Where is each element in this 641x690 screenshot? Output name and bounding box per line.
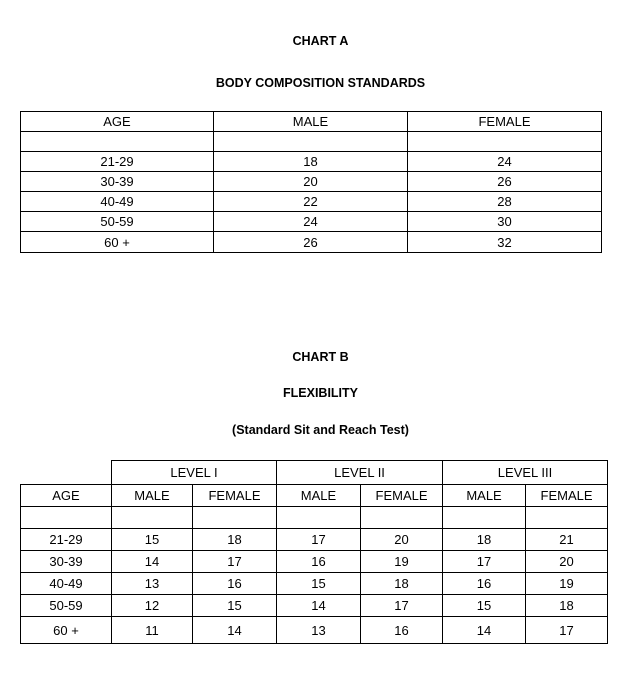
- level-header: LEVEL III: [443, 461, 608, 485]
- table-row: [21, 551, 608, 573]
- table-cell: 12: [112, 595, 193, 617]
- table-cell: 17: [193, 551, 277, 573]
- table-cell: 18: [214, 152, 408, 172]
- table-cell: 22: [214, 192, 408, 212]
- table-cell: 18: [526, 595, 608, 617]
- table-cell: 11: [112, 617, 193, 644]
- table-cell: 18: [443, 529, 526, 551]
- table-cell: [21, 132, 214, 152]
- age-cell: 60 +: [21, 617, 112, 644]
- table-cell: 32: [408, 232, 602, 253]
- table-cell: [193, 507, 277, 529]
- table-cell: 15: [277, 573, 361, 595]
- table-cell: [361, 507, 443, 529]
- empty-corner-cell: [21, 461, 112, 485]
- table-cell: 15: [112, 529, 193, 551]
- column-header: AGE: [21, 112, 214, 132]
- table-cell: 15: [443, 595, 526, 617]
- table-cell: 26: [214, 232, 408, 253]
- chart-a-label: CHART A: [292, 34, 349, 48]
- column-header: AGE: [21, 485, 112, 507]
- table-row: [21, 529, 608, 551]
- table-cell: 17: [526, 617, 608, 644]
- age-cell: 50-59: [21, 212, 214, 232]
- column-header: MALE: [214, 112, 408, 132]
- table-cell: 14: [112, 551, 193, 573]
- table-header-row: [21, 112, 602, 132]
- table-header-row: [21, 485, 608, 507]
- table-cell: 13: [277, 617, 361, 644]
- age-cell: 60 +: [21, 232, 214, 253]
- table-cell: 21: [526, 529, 608, 551]
- level-header-row: [21, 461, 608, 485]
- age-cell: 40-49: [21, 192, 214, 212]
- age-cell: 50-59: [21, 595, 112, 617]
- table-cell: [443, 507, 526, 529]
- age-cell: 30-39: [21, 172, 214, 192]
- table-row: [21, 573, 608, 595]
- table-cell: 16: [443, 573, 526, 595]
- blank-row: [21, 132, 602, 152]
- table-row: [21, 212, 602, 232]
- table-cell: [408, 132, 602, 152]
- table-cell: 28: [408, 192, 602, 212]
- age-cell: 21-29: [21, 529, 112, 551]
- chart-a-title: BODY COMPOSITION STANDARDS: [215, 76, 426, 90]
- level-header: LEVEL II: [277, 461, 443, 485]
- chart-b-label: CHART B: [292, 350, 349, 364]
- table-cell: 14: [277, 595, 361, 617]
- table-cell: 24: [408, 152, 602, 172]
- table-cell: [526, 507, 608, 529]
- table-cell: [112, 507, 193, 529]
- table-cell: 20: [214, 172, 408, 192]
- level-header: LEVEL I: [112, 461, 277, 485]
- column-header: FEMALE: [361, 485, 443, 507]
- chart-b-title: FLEXIBILITY: [283, 386, 358, 400]
- table-cell: 20: [361, 529, 443, 551]
- table-row: [21, 595, 608, 617]
- table-cell: 24: [214, 212, 408, 232]
- table-cell: [21, 507, 112, 529]
- table-row: [21, 172, 602, 192]
- table-cell: 17: [277, 529, 361, 551]
- column-header: MALE: [277, 485, 361, 507]
- column-header: MALE: [443, 485, 526, 507]
- table-cell: [214, 132, 408, 152]
- table-cell: 16: [361, 617, 443, 644]
- table-cell: 13: [112, 573, 193, 595]
- column-header: FEMALE: [193, 485, 277, 507]
- table-cell: 18: [361, 573, 443, 595]
- table-cell: 17: [361, 595, 443, 617]
- table-cell: 20: [526, 551, 608, 573]
- table-row: [21, 232, 602, 253]
- table-row: [21, 152, 602, 172]
- blank-row: [21, 507, 608, 529]
- age-cell: 30-39: [21, 551, 112, 573]
- table-cell: 19: [361, 551, 443, 573]
- table-cell: 17: [443, 551, 526, 573]
- body-composition-table: [20, 111, 602, 253]
- age-cell: 21-29: [21, 152, 214, 172]
- column-header: FEMALE: [526, 485, 608, 507]
- table-cell: 14: [193, 617, 277, 644]
- age-cell: 40-49: [21, 573, 112, 595]
- column-header: FEMALE: [408, 112, 602, 132]
- table-cell: 30: [408, 212, 602, 232]
- table-cell: 18: [193, 529, 277, 551]
- flexibility-table: [20, 460, 608, 644]
- table-cell: 19: [526, 573, 608, 595]
- table-cell: 14: [443, 617, 526, 644]
- table-cell: 26: [408, 172, 602, 192]
- column-header: MALE: [112, 485, 193, 507]
- table-row: [21, 617, 608, 644]
- table-cell: [277, 507, 361, 529]
- chart-b-subtitle: (Standard Sit and Reach Test): [232, 423, 409, 437]
- table-cell: 15: [193, 595, 277, 617]
- table-cell: 16: [193, 573, 277, 595]
- table-cell: 16: [277, 551, 361, 573]
- table-row: [21, 192, 602, 212]
